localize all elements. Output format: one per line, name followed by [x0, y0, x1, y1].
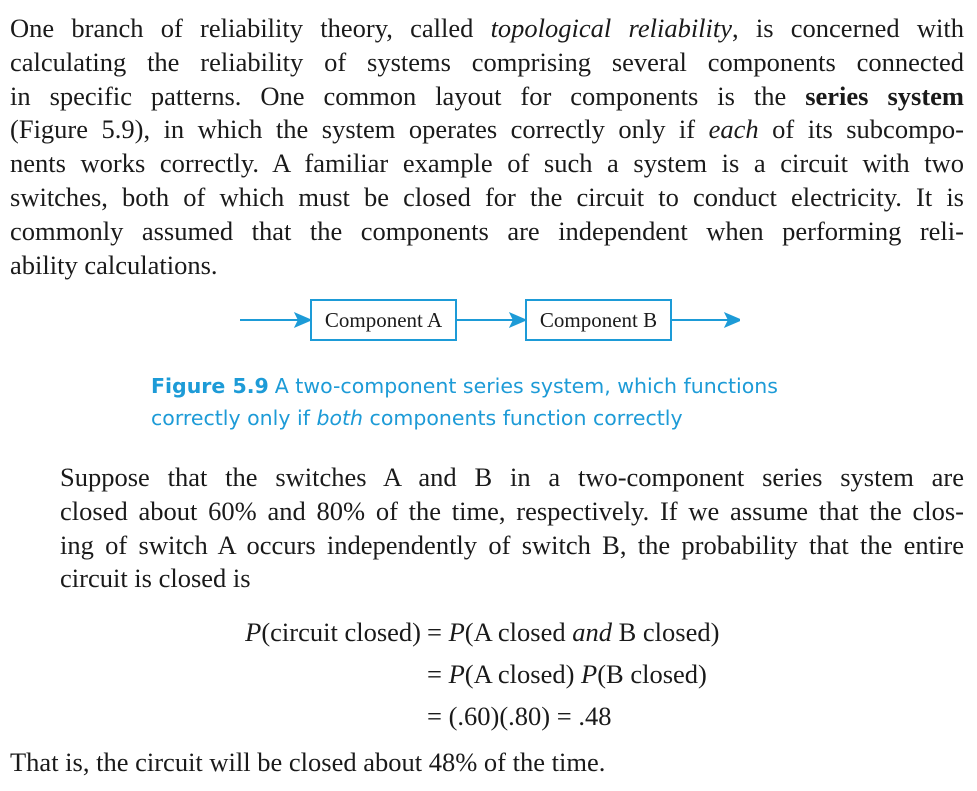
- connector-arrowhead-icon: [511, 314, 525, 326]
- text-line: (Figure 5.9), in which the system operates correctly only if each of its subcompo-: [10, 114, 965, 145]
- text-line: switches, both of which must be closed for the circuit to conduct electricity. It is: [10, 181, 964, 212]
- conclusion-paragraph: [10, 746, 964, 780]
- term-series-system: series system: [805, 80, 964, 111]
- text-line: closed about 60% and 80% of the time, respectively. If we assume that the clos-: [60, 495, 964, 526]
- input-arrowhead-icon: [296, 314, 310, 326]
- figure-label: Figure 5.9: [151, 374, 269, 398]
- equation-line-2: = P(A closed) P(B closed): [427, 659, 707, 689]
- text-line: nents works correctly. A familiar example of such a system is a circuit with two: [10, 148, 964, 179]
- text-line: calculating the reliability of systems comprising several components connected: [10, 46, 964, 77]
- equation-line-3: = (.60)(.80) = .48: [427, 701, 612, 731]
- text-line: One branch of reliability theory, called topological reliability, is concerned with: [10, 13, 964, 43]
- caption-line: Figure 5.9 A two-component series system, which functions: [151, 374, 778, 398]
- component-b-box: Component B: [525, 299, 672, 341]
- caption-line: correctly only if both components function correctly: [151, 406, 683, 430]
- figure-caption: [151, 370, 851, 434]
- text-line: circuit is closed is: [60, 563, 251, 594]
- example-paragraph: [10, 461, 964, 596]
- equation-lhs: P(circuit closed): [245, 617, 421, 647]
- text-line: ing of switch A occurs independently of switch B, the probability that the entire: [60, 529, 964, 560]
- intro-paragraph: [10, 12, 964, 282]
- series-system-diagram: [240, 299, 740, 345]
- text-line: Suppose that the switches A and B in a two-component series system are: [60, 462, 964, 492]
- equation-line-1: = P(A closed and B closed): [427, 617, 720, 647]
- text-line: commonly assumed that the components are independent when performing reli-: [10, 215, 964, 246]
- text-line: ability calculations.: [10, 249, 218, 280]
- term-topological-reliability: topological reliability: [490, 13, 733, 43]
- text-line: That is, the circuit will be closed about 48% of the time.: [10, 747, 606, 777]
- text-line: in specific patterns. One common layout for components is the series system: [10, 80, 964, 111]
- component-a-box: Component A: [310, 299, 457, 341]
- probability-equations: [0, 612, 977, 742]
- output-arrowhead-icon: [726, 314, 740, 326]
